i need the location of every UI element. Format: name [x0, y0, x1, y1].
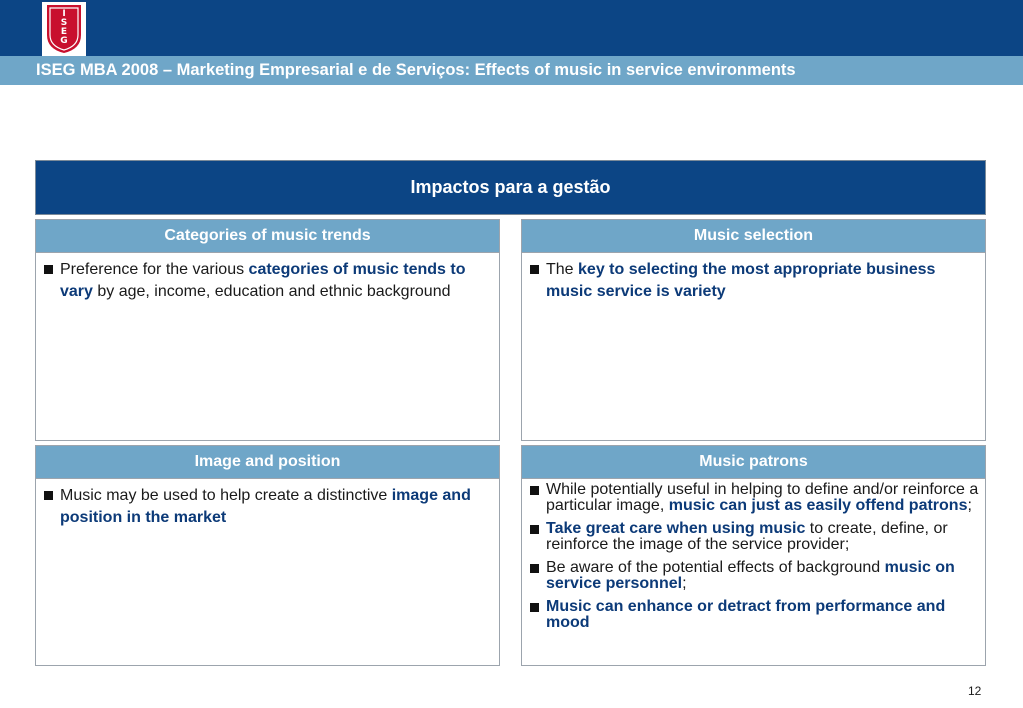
square-bullet-icon	[44, 265, 53, 274]
item-text-part: While potentially useful in helping to define and/or reinforce a particular image,	[546, 481, 979, 514]
item-text-part: Preference for the various	[60, 261, 249, 278]
presentation-title: ISEG MBA 2008 – Marketing Empresarial e de Serviços: Effects of music in service environments	[36, 61, 796, 79]
square-bullet-icon	[530, 265, 539, 274]
panel-categories-heading: Categories of music trends	[36, 220, 499, 253]
panel-image-heading: Image and position	[36, 446, 499, 479]
page-number: 12	[968, 684, 982, 698]
item-text-part: Be aware of the potential effects of background	[546, 559, 885, 576]
item-text-part: ;	[682, 575, 687, 592]
svg-text:G: G	[60, 36, 68, 46]
square-bullet-icon	[530, 486, 539, 495]
panel-categories	[35, 219, 500, 441]
panel-patrons	[521, 445, 986, 666]
item-text-bold: key to selecting the most appropriate business music service is variety	[546, 261, 936, 300]
item-text-part: ;	[967, 497, 972, 514]
item-text-bold: Music can enhance or detract from performance and mood	[546, 598, 946, 631]
item-text-bold: music on service personnel	[546, 559, 955, 592]
item-text	[60, 485, 493, 529]
list-item	[528, 521, 979, 553]
top-banner	[0, 0, 1023, 56]
panel-image	[35, 445, 500, 666]
svg-text:E: E	[60, 27, 68, 37]
item-text	[546, 259, 979, 303]
panel-patrons-heading: Music patrons	[522, 446, 985, 479]
item-text-part: The	[546, 261, 579, 278]
iseg-logo-icon	[44, 3, 84, 55]
item-text-bold: categories of music tends to vary	[60, 261, 466, 300]
svg-text:S: S	[60, 18, 68, 28]
svg-text:I: I	[62, 9, 66, 19]
list-item	[528, 482, 979, 514]
item-text	[546, 599, 979, 631]
list-item	[42, 259, 493, 303]
item-text-part: Music may be used to help create a distinctive	[60, 487, 392, 504]
item-text-bold: image and position in the market	[60, 487, 471, 526]
panel-selection	[521, 219, 986, 441]
square-bullet-icon	[44, 491, 53, 500]
panel-selection-heading: Music selection	[522, 220, 985, 253]
item-text-part: to create, define, or reinforce the image of the service provider;	[546, 520, 948, 553]
list-item	[528, 259, 979, 303]
item-text	[546, 482, 979, 514]
item-text	[546, 521, 979, 553]
item-text	[546, 560, 979, 592]
item-text-part: by age, income, education and ethnic background	[92, 283, 451, 300]
square-bullet-icon	[530, 603, 539, 612]
square-bullet-icon	[530, 564, 539, 573]
iseg-logo	[42, 2, 86, 56]
section-title: Impactos para a gestão	[35, 160, 986, 215]
item-text-bold: music can just as easily offend patrons	[668, 497, 968, 514]
item-text-bold: Take great care when using music	[546, 520, 806, 537]
list-item	[528, 599, 979, 631]
list-item	[42, 485, 493, 529]
item-text	[60, 259, 493, 303]
list-item	[528, 560, 979, 592]
square-bullet-icon	[530, 525, 539, 534]
